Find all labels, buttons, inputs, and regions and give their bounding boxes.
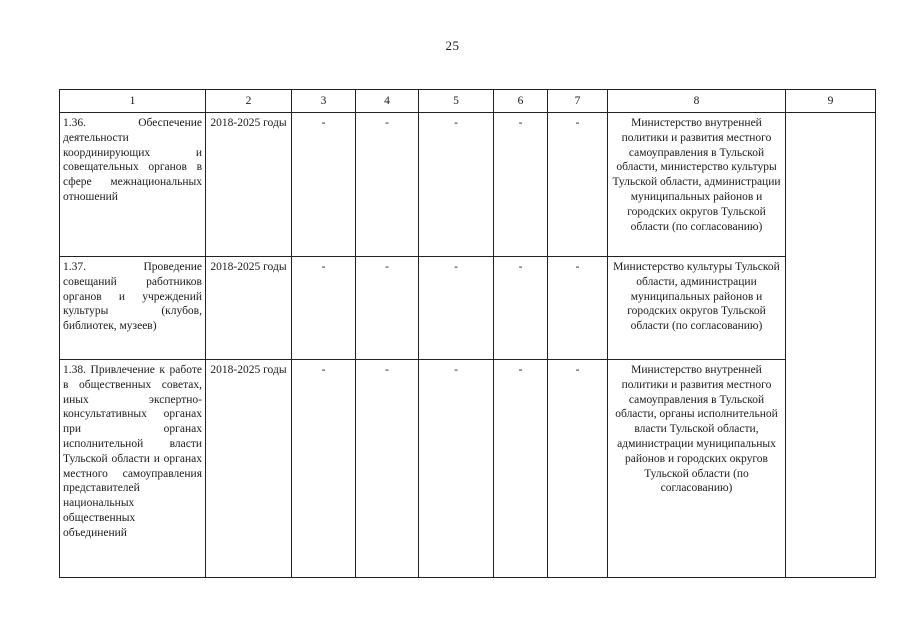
measure-name: 1.36. Обеспечение деятельности координирующих и совещательных органов в сфере межнациональных отношений — [60, 113, 206, 257]
measure-executors: Министерство внутренней политики и развития местного самоуправления в Тульской области, министерство культуры Тульской области, администрации муниципальных районов и городских округов Тульской области (по согласованию) — [608, 113, 786, 257]
value-cell: - — [419, 360, 494, 578]
table-row — [60, 257, 876, 360]
value-cell: - — [548, 257, 608, 360]
table-row — [60, 113, 876, 257]
table-header-row — [60, 90, 876, 113]
value-cell: - — [292, 113, 356, 257]
header-cell: 8 — [608, 90, 786, 113]
value-cell: - — [494, 113, 548, 257]
value-cell: - — [292, 257, 356, 360]
measure-name: 1.37. Проведение совещаний работников органов и учреждений культуры (клубов, библиотек, музеев) — [60, 257, 206, 360]
header-cell: 5 — [419, 90, 494, 113]
header-cell: 9 — [786, 90, 876, 113]
value-cell: - — [356, 257, 419, 360]
measure-period: 2018-2025 годы — [206, 113, 292, 257]
header-cell: 4 — [356, 90, 419, 113]
header-cell: 1 — [60, 90, 206, 113]
measure-period: 2018-2025 годы — [206, 257, 292, 360]
value-cell: - — [419, 113, 494, 257]
header-cell: 3 — [292, 90, 356, 113]
value-cell: - — [548, 360, 608, 578]
header-cell: 7 — [548, 90, 608, 113]
header-cell: 2 — [206, 90, 292, 113]
measure-name: 1.38. Привлечение к работе в общественных советах, иных экспертно-консультативных органах при органах исполнительной власти Тульской области и органах местного самоуправления представителей национальных общественных объединений — [60, 360, 206, 578]
header-cell: 6 — [494, 90, 548, 113]
table-row — [60, 360, 876, 578]
page-number: 25 — [445, 38, 460, 53]
value-cell: - — [419, 257, 494, 360]
measure-executors: Министерство культуры Тульской области, администрации муниципальных районов и городских округов Тульской области (по согласованию) — [608, 257, 786, 360]
value-cell: - — [356, 360, 419, 578]
value-cell: - — [494, 360, 548, 578]
value-cell: - — [292, 360, 356, 578]
value-cell: - — [494, 257, 548, 360]
value-cell: - — [548, 113, 608, 257]
measures-table — [59, 89, 876, 578]
measure-period: 2018-2025 годы — [206, 360, 292, 578]
column-9-cell — [786, 113, 876, 578]
measure-executors: Министерство внутренней политики и развития местного самоуправления в Тульской области, органы исполнительной власти Тульской области, администрации муниципальных районов и городских округов Тульской области (по согласованию) — [608, 360, 786, 578]
value-cell: - — [356, 113, 419, 257]
